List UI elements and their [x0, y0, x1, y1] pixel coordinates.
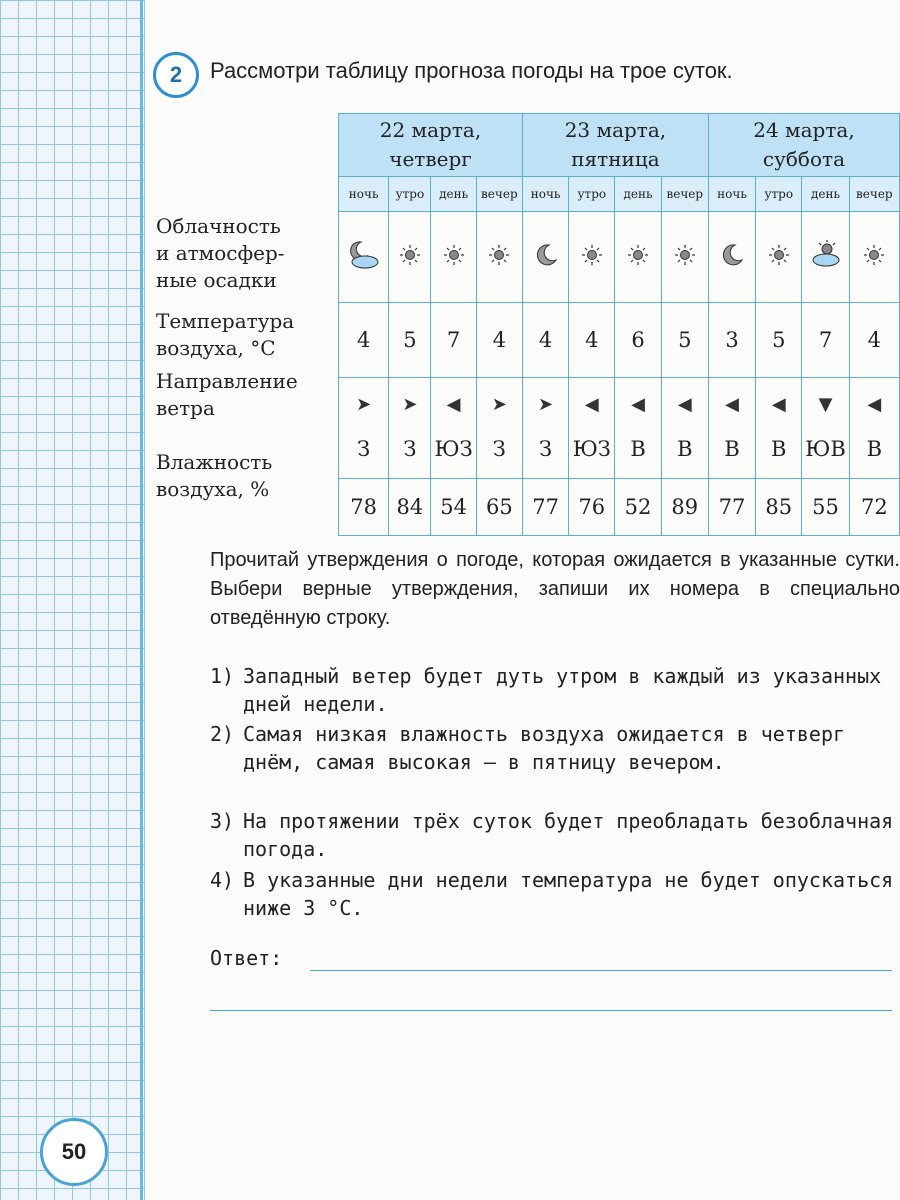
period-label: утро — [756, 177, 802, 212]
period-label: ночь — [339, 177, 389, 212]
sun-icon — [849, 212, 899, 303]
crescent-moon-icon — [522, 212, 568, 303]
wind-cell — [431, 378, 476, 479]
statement-number: 2) — [210, 722, 235, 746]
sun-icon — [615, 212, 661, 303]
row-label-humidity: Влажность воздуха, % — [156, 450, 273, 501]
wind-direction: З — [357, 437, 371, 461]
margin-edge — [140, 0, 143, 1200]
sun-cloud-icon — [802, 212, 849, 303]
humidity-cell: 85 — [756, 479, 802, 536]
answer-line-2[interactable] — [210, 1010, 892, 1011]
period-label: день — [431, 177, 476, 212]
period-label: утро — [389, 177, 431, 212]
wind-arrow-icon: ◀ — [677, 394, 692, 415]
sun-icon — [756, 212, 802, 303]
wind-arrow-icon: ◀ — [446, 394, 461, 415]
wind-cell — [522, 378, 568, 479]
statement-text: В указанные дни недели температура не будет опускаться ниже 3 °С. — [243, 868, 894, 920]
humidity-cell: 65 — [476, 479, 522, 536]
temperature-cell: 4 — [849, 303, 899, 378]
wind-direction: ЮЗ — [572, 437, 611, 461]
statement-number: 4) — [210, 868, 235, 892]
wind-direction: ЮВ — [805, 437, 846, 461]
period-label: ночь — [522, 177, 568, 212]
humidity-cell: 54 — [431, 479, 476, 536]
wind-arrow-icon: ◀ — [584, 394, 599, 415]
wind-cell — [661, 378, 708, 479]
day-header-row — [339, 114, 900, 177]
wind-arrow-icon: ➤ — [356, 394, 372, 415]
statement-text: Западный ветер будет дуть утром в каждый из указанных дней недели. — [243, 664, 882, 716]
wind-arrow-icon: ➤ — [402, 394, 418, 415]
wind-direction: З — [492, 437, 506, 461]
wind-direction: В — [630, 437, 646, 461]
period-label: день — [615, 177, 661, 212]
temperature-cell: 7 — [431, 303, 476, 378]
day-header: 22 марта, четверг — [339, 114, 523, 177]
wind-arrow-icon: ➤ — [491, 394, 507, 415]
humidity-cell: 84 — [389, 479, 431, 536]
wind-cell — [615, 378, 661, 479]
sun-icon — [389, 212, 431, 303]
humidity-cell: 55 — [802, 479, 849, 536]
instruction-text: Прочитай утверждения о погоде, которая ожидается в указанные сутки. Выбери верные утверждения, запиши их номера в специально отведённую строку. — [210, 549, 900, 629]
temperature-row — [339, 303, 900, 378]
wind-arrow-icon: ➤ — [538, 394, 554, 415]
wind-arrow-icon: ◀ — [771, 394, 786, 415]
wind-direction: В — [724, 437, 740, 461]
period-label: утро — [569, 177, 615, 212]
wind-cell — [849, 378, 899, 479]
wind-cell — [569, 378, 615, 479]
wind-direction: З — [403, 437, 417, 461]
row-label-cloudiness: Облачность и атмосфер- ные осадки — [156, 214, 285, 292]
temperature-cell: 4 — [522, 303, 568, 378]
period-row — [339, 177, 900, 212]
period-label: вечер — [661, 177, 708, 212]
statement-text: На протяжении трёх суток будет преобладать безоблачная погода. — [243, 809, 894, 861]
answer-label: Ответ: — [210, 946, 283, 970]
wind-direction: В — [866, 437, 883, 461]
temperature-cell: 3 — [708, 303, 755, 378]
period-label: вечер — [476, 177, 522, 212]
statement-text: Самая низкая влажность воздуха ожидается в четверг днём, самая высокая — в пятницу вечером. — [243, 722, 846, 774]
sun-icon — [431, 212, 476, 303]
wind-cell — [708, 378, 755, 479]
cloudiness-row — [339, 212, 900, 303]
temperature-cell: 4 — [476, 303, 522, 378]
wind-arrow-icon: ◀ — [867, 394, 882, 415]
humidity-cell: 72 — [849, 479, 899, 536]
humidity-cell: 77 — [708, 479, 755, 536]
row-label-temperature: Температура воздуха, °C — [156, 309, 295, 360]
wind-arrow-icon: ◀ — [631, 394, 645, 415]
humidity-cell: 52 — [615, 479, 661, 536]
crescent-moon-icon — [708, 212, 755, 303]
day-header: 24 марта, суббота — [708, 114, 899, 177]
wind-direction: В — [677, 437, 693, 461]
temperature-cell: 4 — [339, 303, 389, 378]
sun-icon — [569, 212, 615, 303]
answer-line[interactable] — [310, 970, 892, 971]
period-label: день — [802, 177, 849, 212]
wind-cell — [389, 378, 431, 479]
humidity-row — [339, 479, 900, 536]
temperature-cell: 6 — [615, 303, 661, 378]
wind-direction: ЮЗ — [434, 437, 473, 461]
period-label: ночь — [708, 177, 755, 212]
wind-cell — [756, 378, 802, 479]
row-label-wind: Направление ветра — [156, 369, 298, 420]
statement-number: 3) — [210, 809, 235, 833]
temperature-cell: 5 — [756, 303, 802, 378]
temperature-cell: 5 — [389, 303, 431, 378]
wind-arrow-icon: ◀ — [725, 394, 739, 415]
humidity-cell: 78 — [339, 479, 389, 536]
wind-row — [339, 378, 900, 479]
wind-direction: В — [771, 437, 787, 461]
wind-cell — [802, 378, 849, 479]
page-number: 50 — [40, 1118, 108, 1186]
humidity-cell: 77 — [522, 479, 568, 536]
wind-cell — [476, 378, 522, 479]
wind-arrow-icon: ▼ — [818, 394, 833, 415]
wind-direction: З — [539, 437, 553, 461]
sun-icon — [476, 212, 522, 303]
moon-cloud-icon — [339, 212, 389, 303]
wind-cell — [339, 378, 389, 479]
forecast-table — [338, 113, 900, 536]
sun-icon — [661, 212, 708, 303]
temperature-cell: 5 — [661, 303, 708, 378]
statement-number: 1) — [210, 664, 235, 688]
question-number: 2 — [153, 52, 199, 98]
humidity-cell: 89 — [661, 479, 708, 536]
period-label: вечер — [849, 177, 899, 212]
temperature-cell: 7 — [802, 303, 849, 378]
temperature-cell: 4 — [569, 303, 615, 378]
day-header: 23 марта, пятница — [522, 114, 708, 177]
grid-margin — [0, 0, 145, 1200]
question-text: Рассмотри таблицу прогноза погоды на трое суток. — [210, 58, 733, 83]
humidity-cell: 76 — [569, 479, 615, 536]
